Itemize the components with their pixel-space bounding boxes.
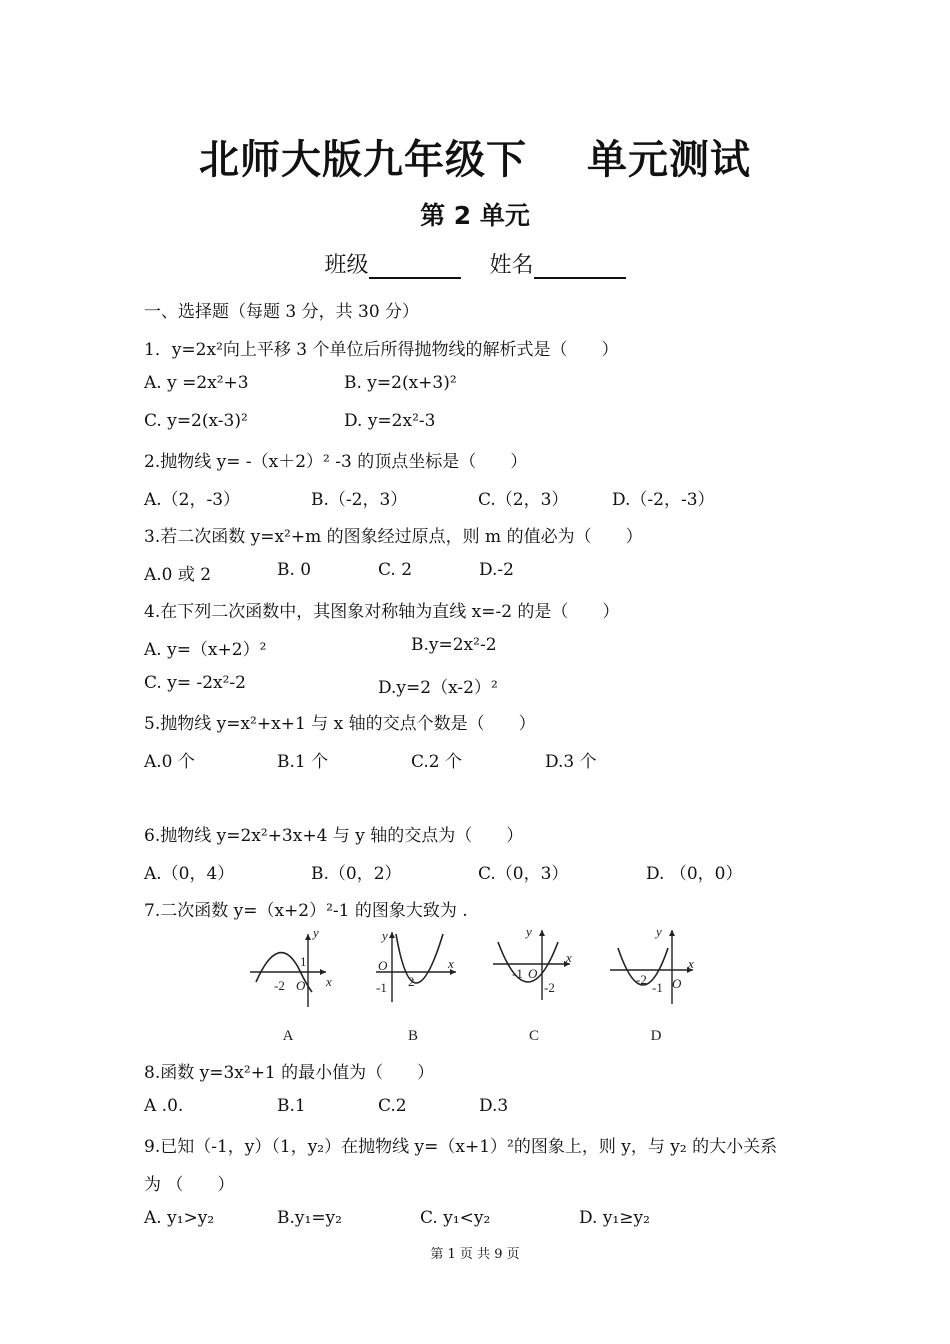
question-3: 3.若二次函数 y=x²+m 的图象经过原点，则 m 的值必为（ ） <box>144 527 643 547</box>
svg-text:-1: -1 <box>512 966 523 981</box>
q6-option-d: D. （0，0） <box>646 864 743 884</box>
svg-text:y: y <box>656 924 662 939</box>
svg-text:O: O <box>528 966 538 981</box>
class-blank[interactable] <box>369 255 461 279</box>
question-1: 1．y=2x²向上平移 3 个单位后所得抛物线的解析式是（ ） <box>144 340 619 360</box>
q9-option-c: C. y₁<y₂ <box>420 1208 491 1228</box>
q6-option-a: A.（0，4） <box>144 864 235 884</box>
graph-a <box>250 925 332 1007</box>
q1-option-b: B. y=2(x+3)² <box>344 373 457 393</box>
q1-option-d: D. y=2x²-3 <box>344 411 436 431</box>
q1-option-c: C. y=2(x-3)² <box>144 411 248 431</box>
q3-option-d: D.-2 <box>479 560 514 580</box>
graph-label-a: A <box>282 1028 294 1044</box>
section-heading: 一、选择题（每题 3 分，共 30 分） <box>144 302 420 322</box>
svg-text:-2: -2 <box>274 978 285 993</box>
svg-text:x: x <box>688 956 694 971</box>
q6-option-b: B.（0，2） <box>311 864 402 884</box>
q9-option-a: A. y₁>y₂ <box>144 1208 215 1228</box>
q2-option-c: C.（2，3） <box>478 490 569 510</box>
graph-d <box>610 924 694 1004</box>
svg-text:y: y <box>382 928 388 943</box>
page-footer: 第 1 页 共 9 页 <box>430 1247 520 1262</box>
q3-option-b: B. 0 <box>277 560 312 580</box>
question-4: 4.在下列二次函数中，其图象对称轴为直线 x=-2 的是（ ） <box>144 602 620 622</box>
svg-text:O: O <box>296 978 306 993</box>
svg-text:O: O <box>672 976 682 991</box>
q1-option-a: A. y =2x²+3 <box>144 373 249 393</box>
graph-label-b: B <box>407 1028 419 1044</box>
unit-heading: 第 2 单元 <box>420 201 530 230</box>
svg-text:-1: -1 <box>376 980 387 995</box>
graph-label-d: D <box>650 1028 662 1044</box>
q4-option-a: A. y=（x+2）² <box>144 640 267 660</box>
question-2: 2.抛物线 y= -（x＋2）² -3 的顶点坐标是（ ） <box>144 452 528 472</box>
class-label: 班级 <box>324 253 369 278</box>
graph-b <box>376 928 456 1002</box>
q9-option-b: B.y₁=y₂ <box>277 1208 342 1228</box>
svg-text:-2: -2 <box>544 980 555 995</box>
q2-option-d: D.（-2，-3） <box>612 490 715 510</box>
q5-option-c: C.2 个 <box>411 752 463 772</box>
graph-label-c: C <box>528 1028 540 1044</box>
q7-graph-figures <box>248 922 718 1052</box>
q8-option-b: B.1 <box>277 1096 306 1116</box>
name-blank[interactable] <box>534 255 626 279</box>
q8-option-a: A .0. <box>144 1096 184 1116</box>
question-9-cont: 为 （ ） <box>144 1175 235 1195</box>
class-name-line <box>0 248 950 279</box>
q2-option-b: B.（-2，3） <box>311 490 408 510</box>
svg-text:x: x <box>566 950 572 965</box>
q9-option-d: D. y₁≥y₂ <box>579 1208 650 1228</box>
question-6: 6.抛物线 y=2x²+3x+4 与 y 轴的交点为（ ） <box>144 826 524 846</box>
svg-text:x: x <box>326 974 332 989</box>
q8-option-d: D.3 <box>479 1096 509 1116</box>
title-right: 单元测试 <box>587 137 751 183</box>
title-left: 北师大版九年级下 <box>199 137 527 183</box>
q2-option-a: A.（2，-3） <box>144 490 241 510</box>
svg-text:2: 2 <box>408 974 415 989</box>
question-7: 7.二次函数 y=（x+2）²-1 的图象大致为 . <box>144 901 468 921</box>
svg-text:-1: -1 <box>652 980 663 995</box>
svg-text:1: 1 <box>300 954 307 969</box>
graph-c <box>493 924 572 1000</box>
page-title <box>0 128 950 185</box>
q4-option-b: B.y=2x²-2 <box>411 635 497 655</box>
q5-option-b: B.1 个 <box>277 752 329 772</box>
name-label: 姓名 <box>489 253 534 278</box>
svg-text:y: y <box>313 925 319 940</box>
q4-option-d: D.y=2（x-2）² <box>378 678 498 698</box>
q5-option-d: D.3 个 <box>545 752 597 772</box>
q6-option-c: C.（0，3） <box>478 864 569 884</box>
q8-option-c: C.2 <box>378 1096 407 1116</box>
q4-option-c: C. y= -2x²-2 <box>144 673 246 693</box>
svg-text:O: O <box>378 958 388 973</box>
question-8: 8.函数 y=3x²+1 的最小值为（ ） <box>144 1063 435 1083</box>
q3-option-a: A.0 或 2 <box>144 565 212 585</box>
svg-text:y: y <box>526 924 532 939</box>
svg-text:-2: -2 <box>636 972 647 987</box>
q3-option-c: C. 2 <box>378 560 413 580</box>
svg-text:x: x <box>448 956 454 971</box>
question-9: 9.已知（-1，y）（1，y₂）在抛物线 y=（x+1）²的图象上，则 y，与 y₂ 的大小关系 <box>144 1137 778 1157</box>
question-5: 5.抛物线 y=x²+x+1 与 x 轴的交点个数是（ ） <box>144 714 536 734</box>
q5-option-a: A.0 个 <box>144 752 195 772</box>
